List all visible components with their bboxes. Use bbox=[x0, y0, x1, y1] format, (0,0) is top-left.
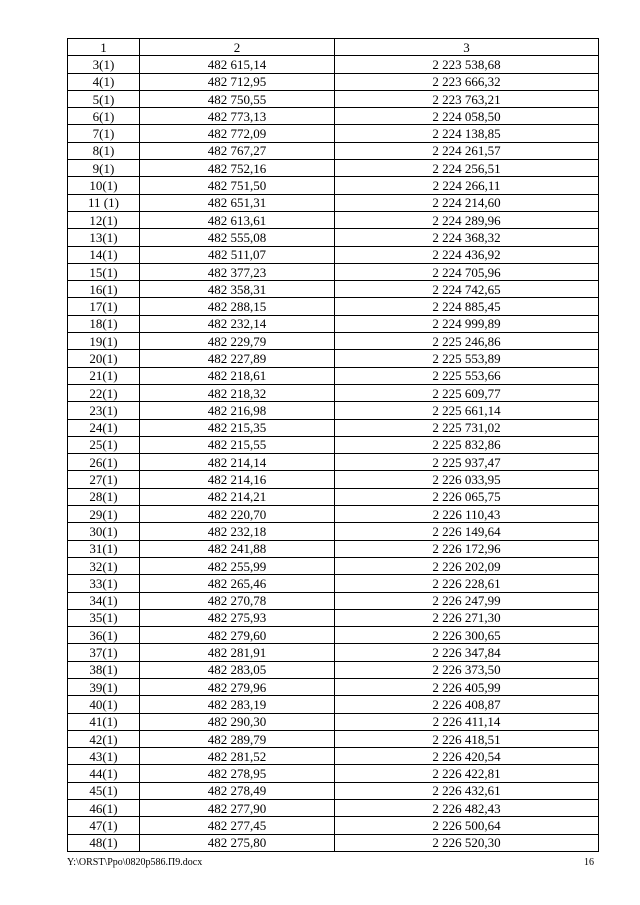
cell-y-coordinate: 2 226 033,95 bbox=[335, 471, 599, 488]
cell-y-coordinate: 2 223 538,68 bbox=[335, 56, 599, 73]
cell-point-id: 7(1) bbox=[68, 125, 140, 142]
cell-x-coordinate: 482 773,13 bbox=[140, 108, 335, 125]
cell-point-id: 46(1) bbox=[68, 800, 140, 817]
cell-point-id: 23(1) bbox=[68, 402, 140, 419]
cell-point-id: 14(1) bbox=[68, 246, 140, 263]
cell-point-id: 31(1) bbox=[68, 540, 140, 557]
cell-y-coordinate: 2 226 520,30 bbox=[335, 834, 599, 851]
table-row bbox=[68, 125, 599, 142]
cell-x-coordinate: 482 511,07 bbox=[140, 246, 335, 263]
cell-x-coordinate: 482 255,99 bbox=[140, 557, 335, 574]
cell-x-coordinate: 482 241,88 bbox=[140, 540, 335, 557]
cell-y-coordinate: 2 224 742,65 bbox=[335, 281, 599, 298]
cell-y-coordinate: 2 224 436,92 bbox=[335, 246, 599, 263]
table-row bbox=[68, 384, 599, 401]
cell-point-id: 20(1) bbox=[68, 350, 140, 367]
table-row bbox=[68, 540, 599, 557]
cell-y-coordinate: 2 224 289,96 bbox=[335, 211, 599, 228]
cell-x-coordinate: 482 555,08 bbox=[140, 229, 335, 246]
table-row bbox=[68, 488, 599, 505]
cell-x-coordinate: 482 278,95 bbox=[140, 765, 335, 782]
cell-x-coordinate: 482 289,79 bbox=[140, 730, 335, 747]
cell-y-coordinate: 2 226 482,43 bbox=[335, 800, 599, 817]
cell-x-coordinate: 482 377,23 bbox=[140, 263, 335, 280]
cell-y-coordinate: 2 224 261,57 bbox=[335, 142, 599, 159]
cell-point-id: 18(1) bbox=[68, 315, 140, 332]
cell-y-coordinate: 2 226 500,64 bbox=[335, 817, 599, 834]
table-row bbox=[68, 782, 599, 799]
table-row bbox=[68, 506, 599, 523]
cell-y-coordinate: 2 225 553,89 bbox=[335, 350, 599, 367]
cell-x-coordinate: 482 290,30 bbox=[140, 713, 335, 730]
table-row bbox=[68, 211, 599, 228]
cell-x-coordinate: 482 772,09 bbox=[140, 125, 335, 142]
table-row bbox=[68, 592, 599, 609]
cell-point-id: 47(1) bbox=[68, 817, 140, 834]
cell-y-coordinate: 2 224 256,51 bbox=[335, 160, 599, 177]
cell-point-id: 29(1) bbox=[68, 506, 140, 523]
table-row bbox=[68, 644, 599, 661]
cell-point-id: 5(1) bbox=[68, 90, 140, 107]
cell-x-coordinate: 482 275,80 bbox=[140, 834, 335, 851]
table-row bbox=[68, 142, 599, 159]
cell-x-coordinate: 482 283,19 bbox=[140, 696, 335, 713]
cell-x-coordinate: 482 214,16 bbox=[140, 471, 335, 488]
cell-x-coordinate: 482 232,18 bbox=[140, 523, 335, 540]
cell-point-id: 9(1) bbox=[68, 160, 140, 177]
cell-y-coordinate: 2 226 172,96 bbox=[335, 540, 599, 557]
cell-y-coordinate: 2 223 763,21 bbox=[335, 90, 599, 107]
table-row bbox=[68, 627, 599, 644]
cell-point-id: 40(1) bbox=[68, 696, 140, 713]
cell-y-coordinate: 2 225 832,86 bbox=[335, 436, 599, 453]
table-row bbox=[68, 800, 599, 817]
cell-x-coordinate: 482 232,14 bbox=[140, 315, 335, 332]
table-row bbox=[68, 609, 599, 626]
table-row bbox=[68, 817, 599, 834]
table-row bbox=[68, 765, 599, 782]
table-row bbox=[68, 575, 599, 592]
cell-x-coordinate: 482 214,14 bbox=[140, 454, 335, 471]
cell-x-coordinate: 482 281,91 bbox=[140, 644, 335, 661]
cell-point-id: 44(1) bbox=[68, 765, 140, 782]
table-row bbox=[68, 246, 599, 263]
cell-y-coordinate: 2 225 609,77 bbox=[335, 384, 599, 401]
table-row bbox=[68, 678, 599, 695]
cell-x-coordinate: 482 275,93 bbox=[140, 609, 335, 626]
table-row bbox=[68, 419, 599, 436]
cell-x-coordinate: 482 214,21 bbox=[140, 488, 335, 505]
table-row bbox=[68, 333, 599, 350]
cell-y-coordinate: 2 224 138,85 bbox=[335, 125, 599, 142]
cell-point-id: 27(1) bbox=[68, 471, 140, 488]
cell-point-id: 12(1) bbox=[68, 211, 140, 228]
cell-x-coordinate: 482 277,90 bbox=[140, 800, 335, 817]
cell-y-coordinate: 2 226 065,75 bbox=[335, 488, 599, 505]
cell-y-coordinate: 2 226 271,30 bbox=[335, 609, 599, 626]
footer-page-number: 16 bbox=[584, 857, 594, 868]
header-row bbox=[68, 39, 599, 56]
table-body bbox=[68, 56, 599, 852]
cell-x-coordinate: 482 279,96 bbox=[140, 678, 335, 695]
column-header-y: 3 bbox=[335, 39, 599, 56]
cell-y-coordinate: 2 223 666,32 bbox=[335, 73, 599, 90]
table-row bbox=[68, 263, 599, 280]
cell-point-id: 35(1) bbox=[68, 609, 140, 626]
cell-point-id: 16(1) bbox=[68, 281, 140, 298]
cell-y-coordinate: 2 224 999,89 bbox=[335, 315, 599, 332]
cell-y-coordinate: 2 226 411,14 bbox=[335, 713, 599, 730]
cell-x-coordinate: 482 283,05 bbox=[140, 661, 335, 678]
cell-x-coordinate: 482 279,60 bbox=[140, 627, 335, 644]
cell-y-coordinate: 2 226 422,81 bbox=[335, 765, 599, 782]
cell-x-coordinate: 482 288,15 bbox=[140, 298, 335, 315]
cell-x-coordinate: 482 358,31 bbox=[140, 281, 335, 298]
column-header-point: 1 bbox=[68, 39, 140, 56]
cell-x-coordinate: 482 767,27 bbox=[140, 142, 335, 159]
cell-x-coordinate: 482 265,46 bbox=[140, 575, 335, 592]
table-row bbox=[68, 298, 599, 315]
cell-point-id: 11 (1) bbox=[68, 194, 140, 211]
table-row bbox=[68, 90, 599, 107]
table-row bbox=[68, 229, 599, 246]
cell-x-coordinate: 482 218,61 bbox=[140, 367, 335, 384]
cell-x-coordinate: 482 752,16 bbox=[140, 160, 335, 177]
cell-point-id: 42(1) bbox=[68, 730, 140, 747]
table-row bbox=[68, 194, 599, 211]
cell-point-id: 17(1) bbox=[68, 298, 140, 315]
cell-x-coordinate: 482 712,95 bbox=[140, 73, 335, 90]
table-row bbox=[68, 471, 599, 488]
cell-point-id: 26(1) bbox=[68, 454, 140, 471]
table-row bbox=[68, 56, 599, 73]
table-row bbox=[68, 713, 599, 730]
cell-point-id: 39(1) bbox=[68, 678, 140, 695]
cell-point-id: 45(1) bbox=[68, 782, 140, 799]
cell-x-coordinate: 482 216,98 bbox=[140, 402, 335, 419]
cell-y-coordinate: 2 224 705,96 bbox=[335, 263, 599, 280]
cell-point-id: 3(1) bbox=[68, 56, 140, 73]
cell-point-id: 41(1) bbox=[68, 713, 140, 730]
cell-point-id: 21(1) bbox=[68, 367, 140, 384]
cell-y-coordinate: 2 226 110,43 bbox=[335, 506, 599, 523]
cell-y-coordinate: 2 226 405,99 bbox=[335, 678, 599, 695]
cell-point-id: 25(1) bbox=[68, 436, 140, 453]
cell-x-coordinate: 482 229,79 bbox=[140, 333, 335, 350]
cell-point-id: 4(1) bbox=[68, 73, 140, 90]
cell-point-id: 30(1) bbox=[68, 523, 140, 540]
cell-x-coordinate: 482 277,45 bbox=[140, 817, 335, 834]
cell-y-coordinate: 2 226 418,51 bbox=[335, 730, 599, 747]
cell-y-coordinate: 2 226 202,09 bbox=[335, 557, 599, 574]
cell-point-id: 24(1) bbox=[68, 419, 140, 436]
cell-point-id: 33(1) bbox=[68, 575, 140, 592]
cell-y-coordinate: 2 224 368,32 bbox=[335, 229, 599, 246]
cell-y-coordinate: 2 225 731,02 bbox=[335, 419, 599, 436]
cell-point-id: 19(1) bbox=[68, 333, 140, 350]
cell-y-coordinate: 2 226 347,84 bbox=[335, 644, 599, 661]
cell-y-coordinate: 2 225 937,47 bbox=[335, 454, 599, 471]
cell-x-coordinate: 482 613,61 bbox=[140, 211, 335, 228]
cell-point-id: 38(1) bbox=[68, 661, 140, 678]
table-row bbox=[68, 523, 599, 540]
table-row bbox=[68, 436, 599, 453]
table-row bbox=[68, 454, 599, 471]
cell-y-coordinate: 2 226 247,99 bbox=[335, 592, 599, 609]
cell-y-coordinate: 2 225 553,66 bbox=[335, 367, 599, 384]
table-row bbox=[68, 661, 599, 678]
cell-x-coordinate: 482 278,49 bbox=[140, 782, 335, 799]
cell-y-coordinate: 2 224 885,45 bbox=[335, 298, 599, 315]
cell-y-coordinate: 2 226 420,54 bbox=[335, 748, 599, 765]
cell-x-coordinate: 482 215,55 bbox=[140, 436, 335, 453]
cell-y-coordinate: 2 224 058,50 bbox=[335, 108, 599, 125]
footer-file-path: Y:\ORST\Ppo\0820p586.П9.docx bbox=[67, 857, 203, 868]
table-row bbox=[68, 402, 599, 419]
cell-y-coordinate: 2 226 408,87 bbox=[335, 696, 599, 713]
table-row bbox=[68, 108, 599, 125]
cell-y-coordinate: 2 226 228,61 bbox=[335, 575, 599, 592]
cell-x-coordinate: 482 215,35 bbox=[140, 419, 335, 436]
table-row bbox=[68, 748, 599, 765]
table-row bbox=[68, 367, 599, 384]
cell-x-coordinate: 482 281,52 bbox=[140, 748, 335, 765]
cell-point-id: 22(1) bbox=[68, 384, 140, 401]
coordinates-table bbox=[67, 38, 599, 852]
cell-y-coordinate: 2 226 300,65 bbox=[335, 627, 599, 644]
table-header bbox=[68, 39, 599, 56]
cell-point-id: 8(1) bbox=[68, 142, 140, 159]
cell-point-id: 28(1) bbox=[68, 488, 140, 505]
cell-point-id: 43(1) bbox=[68, 748, 140, 765]
cell-x-coordinate: 482 227,89 bbox=[140, 350, 335, 367]
cell-y-coordinate: 2 224 266,11 bbox=[335, 177, 599, 194]
table-row bbox=[68, 696, 599, 713]
cell-x-coordinate: 482 750,55 bbox=[140, 90, 335, 107]
column-header-x: 2 bbox=[140, 39, 335, 56]
cell-point-id: 48(1) bbox=[68, 834, 140, 851]
cell-point-id: 37(1) bbox=[68, 644, 140, 661]
cell-x-coordinate: 482 270,78 bbox=[140, 592, 335, 609]
cell-x-coordinate: 482 615,14 bbox=[140, 56, 335, 73]
table-row bbox=[68, 350, 599, 367]
table-row bbox=[68, 177, 599, 194]
cell-x-coordinate: 482 218,32 bbox=[140, 384, 335, 401]
cell-point-id: 15(1) bbox=[68, 263, 140, 280]
cell-y-coordinate: 2 225 661,14 bbox=[335, 402, 599, 419]
cell-x-coordinate: 482 651,31 bbox=[140, 194, 335, 211]
cell-x-coordinate: 482 751,50 bbox=[140, 177, 335, 194]
cell-point-id: 10(1) bbox=[68, 177, 140, 194]
cell-point-id: 13(1) bbox=[68, 229, 140, 246]
cell-y-coordinate: 2 225 246,86 bbox=[335, 333, 599, 350]
cell-y-coordinate: 2 226 373,50 bbox=[335, 661, 599, 678]
table-row bbox=[68, 834, 599, 851]
cell-y-coordinate: 2 226 149,64 bbox=[335, 523, 599, 540]
table-row bbox=[68, 315, 599, 332]
cell-point-id: 6(1) bbox=[68, 108, 140, 125]
cell-point-id: 36(1) bbox=[68, 627, 140, 644]
table-row bbox=[68, 557, 599, 574]
table-row bbox=[68, 160, 599, 177]
cell-x-coordinate: 482 220,70 bbox=[140, 506, 335, 523]
cell-y-coordinate: 2 226 432,61 bbox=[335, 782, 599, 799]
cell-y-coordinate: 2 224 214,60 bbox=[335, 194, 599, 211]
table-row bbox=[68, 281, 599, 298]
cell-point-id: 32(1) bbox=[68, 557, 140, 574]
cell-point-id: 34(1) bbox=[68, 592, 140, 609]
table-row bbox=[68, 73, 599, 90]
table-row bbox=[68, 730, 599, 747]
